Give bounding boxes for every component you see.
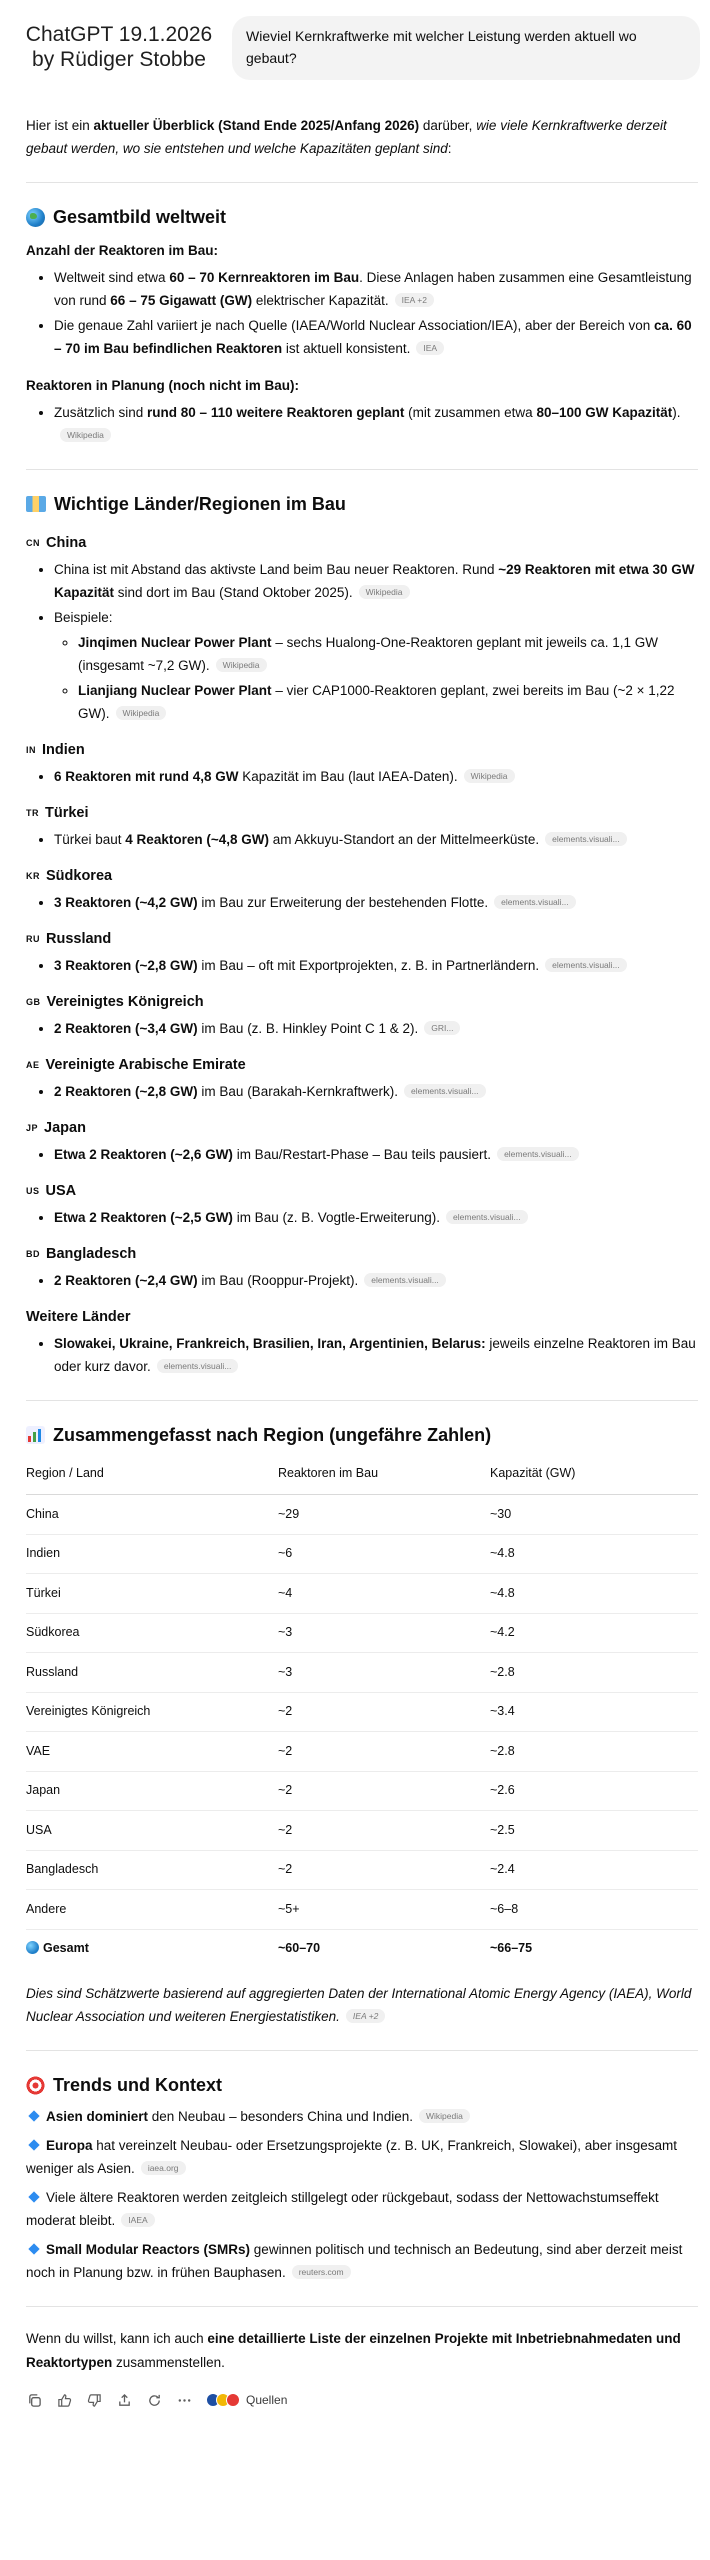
diamond-bullet-icon [28, 2243, 39, 2254]
table-cell: ~4 [278, 1574, 490, 1614]
summary-table-body [26, 1495, 698, 1930]
share-icon[interactable] [116, 2392, 132, 2408]
table-row [26, 1811, 698, 1851]
table-cell: USA [26, 1811, 278, 1851]
user-message-bubble: Wieviel Kernkraftwerke mit welcher Leistung werden aktuell wo gebaut? [232, 16, 700, 80]
table-row [26, 1495, 698, 1535]
summary-note: Dies sind Schätzwerte basierend auf aggregierten Daten der International Atomic Energy Agency (IAEA), World Nuclear Association und weiteren Energiestatistiken. IEA +2 [26, 1986, 692, 2024]
table-cell: VAE [26, 1732, 278, 1772]
table-row [26, 1850, 698, 1890]
thumbs-down-icon[interactable] [86, 2392, 102, 2408]
divider [26, 1400, 698, 1401]
table-cell: Russland [26, 1653, 278, 1693]
country-list-items [26, 1206, 698, 1229]
table-row [26, 1732, 698, 1772]
table-cell: ~2.6 [490, 1771, 698, 1811]
world-subheading-2: Reaktoren in Planung (noch nicht im Bau): [26, 378, 300, 393]
country-name: Japan [44, 1120, 86, 1136]
globe-icon [26, 208, 45, 227]
list-item: ◦ Jinqimen Nuclear Power Plant – sechs Hualong-One-Reaktoren geplant mit jeweils ca. 1,1 GW (insgesamt ~7,2 GW). Wikipedia [78, 631, 698, 677]
source-chip[interactable]: Wikipedia [359, 585, 410, 599]
country-name: China [46, 535, 87, 551]
diamond-bullet-icon [28, 2139, 39, 2150]
table-cell: ~6–8 [490, 1890, 698, 1930]
intro-paragraph [26, 114, 698, 160]
table-row [26, 1613, 698, 1653]
table-cell: Andere [26, 1890, 278, 1930]
trend-item: Europa hat vereinzelt Neubau- oder Ersetzungsprojekte (z. B. UK, Frankreich, Slowakei), aber insgesamt weniger als Asien. iaea.org [26, 2138, 678, 2176]
diamond-bullet-icon [28, 2110, 39, 2121]
table-row [26, 1653, 698, 1693]
table-total-row [26, 1929, 698, 1968]
country-name: USA [45, 1183, 77, 1199]
list-item: • 6 Reaktoren mit rund 4,8 GW Kapazität im Bau (laut IAEA-Daten). Wikipedia [54, 765, 698, 788]
table-cell: ~2 [278, 1811, 490, 1851]
source-chip[interactable]: elements.visuali... [497, 1147, 579, 1161]
regenerate-icon[interactable] [146, 2392, 162, 2408]
country-heading [26, 1180, 698, 1202]
summary-section [26, 1421, 698, 2028]
country-code: IN [26, 745, 36, 755]
column-header: Reaktoren im Bau [278, 1455, 490, 1495]
world-heading [26, 203, 698, 231]
country-heading [26, 991, 698, 1013]
countries-heading [26, 490, 698, 518]
trend-item: Viele ältere Reaktoren werden zeitgleich stillgelegt oder rückgebaut, sodass der Nettowachstumseffekt moderat bleibt. IAEA [26, 2190, 659, 2228]
table-cell: Bangladesch [26, 1850, 278, 1890]
country-list-items [26, 828, 698, 851]
table-cell: ~29 [278, 1495, 490, 1535]
table-cell: ~4.8 [490, 1534, 698, 1574]
intro-text: : [447, 141, 452, 156]
source-favicons [206, 2393, 240, 2407]
country-name: Russland [46, 931, 112, 947]
source-chip[interactable]: elements.visuali... [446, 1210, 528, 1224]
source-chip[interactable]: Wikipedia [419, 2109, 470, 2123]
list-item: • 3 Reaktoren (~2,8 GW) im Bau – oft mit Exportprojekten, z. B. in Partnerländern. elements.visuali... [54, 954, 698, 977]
column-header: Kapazität (GW) [490, 1455, 698, 1495]
list-item: • Slowakei, Ukraine, Frankreich, Brasilien, Iran, Argentinien, Belarus: jeweils einzelne Reaktoren im Bau oder kurz davor. elements.visuali... [54, 1332, 698, 1378]
source-chip[interactable]: Wikipedia [116, 706, 167, 720]
chat-header [0, 0, 710, 100]
table-cell: ~2.4 [490, 1850, 698, 1890]
table-row [26, 1771, 698, 1811]
diamond-bullet-icon [28, 2191, 39, 2202]
divider [26, 2306, 698, 2307]
trend-item: Asien dominiert den Neubau – besonders China und Indien. Wikipedia [26, 2105, 698, 2128]
brand-line-2: by Rüdiger Stobbe [32, 48, 206, 71]
country-name: Vereinigtes Königreich [46, 994, 204, 1010]
country-code: CN [26, 538, 40, 548]
message-actions [26, 2389, 698, 2411]
country-heading [26, 739, 698, 761]
table-cell: ~2 [278, 1850, 490, 1890]
country-list-items [26, 1269, 698, 1292]
sources-label: Quellen [246, 2392, 288, 2407]
country-code: RU [26, 934, 40, 944]
country-code: GB [26, 997, 41, 1007]
source-chip[interactable]: elements.visuali... [157, 1359, 239, 1373]
trend-item: Small Modular Reactors (SMRs) gewinnen politisch und technisch an Bedeutung, sind aber derzeit meist noch in Planung bzw. in frühen Bauphasen. reuters.com [26, 2242, 683, 2280]
country-code: AE [26, 1060, 40, 1070]
country-heading [26, 1243, 698, 1265]
table-cell: ~5+ [278, 1890, 490, 1930]
source-chip[interactable]: IAEA [121, 2213, 154, 2227]
other-countries-heading: Weitere Länder [26, 1309, 131, 1325]
source-chip[interactable]: IEA [416, 341, 444, 355]
table-cell: ~66–75 [490, 1941, 533, 1956]
brand-line-1: ChatGPT 19.1.2026 [25, 23, 213, 46]
target-icon [26, 2076, 45, 2095]
intro-text: Hier ist ein [26, 118, 94, 133]
list-item: • 2 Reaktoren (~2,4 GW) im Bau (Rooppur-Projekt). elements.visuali... [54, 1269, 698, 1292]
source-chip[interactable]: elements.visuali... [364, 1273, 446, 1287]
intro-bold: aktueller Überblick (Stand Ende 2025/Anfang 2026) [93, 118, 420, 133]
country-name: Vereinigte Arabische Emirate [45, 1057, 246, 1073]
country-heading [26, 928, 698, 950]
list-item: • China ist mit Abstand das aktivste Land beim Bau neuer Reaktoren. Rund ~29 Reaktoren mit etwa 30 GW Kapazität sind dort im Bau (Stand Oktober 2025). Wikipedia [54, 558, 698, 604]
country-name: Südkorea [46, 868, 113, 884]
table-cell: ~4.2 [490, 1613, 698, 1653]
country-code: TR [26, 808, 39, 818]
list-item: • Weltweit sind etwa 60 – 70 Kernreaktoren im Bau. Diese Anlagen haben zusammen eine Gesamtleistung von rund 66 – 75 Gigawatt (GW) elektrischer Kapazität. IEA +2 [54, 266, 698, 312]
assistant-answer [26, 108, 698, 2411]
world-subheading-1: Anzahl der Reaktoren im Bau: [26, 243, 219, 258]
country-name: Indien [42, 742, 85, 758]
copy-icon[interactable] [26, 2392, 42, 2408]
table-cell: ~4.8 [490, 1574, 698, 1614]
country-name: Bangladesch [46, 1246, 137, 1262]
country-list-items [26, 1080, 698, 1103]
country-code: BD [26, 1249, 40, 1259]
table-row [26, 1534, 698, 1574]
country-heading [26, 532, 698, 554]
list-item: • Etwa 2 Reaktoren (~2,6 GW) im Bau/Restart-Phase – Bau teils pausiert. elements.visuali... [54, 1143, 698, 1166]
table-cell: Südkorea [26, 1613, 278, 1653]
list-item: • Beispiele: ◦ Jinqimen Nuclear Power Plant – sechs Hualong-One-Reaktoren geplant mit jeweils ca. 1,1 GW (insgesamt ~7,2 GW). Wikipedia ◦ Lianjiang Nuclear Power Plant – vier CAP1000-Reaktoren geplant, zwei bereits im Bau (~2 × 1,22 GW). Wikipedia [54, 606, 698, 725]
table-cell: China [26, 1495, 278, 1535]
table-cell: ~2.8 [490, 1732, 698, 1772]
source-chip[interactable]: elements.visuali... [545, 958, 627, 972]
table-cell: Gesamt [26, 1929, 278, 1968]
other-countries-list [26, 1332, 698, 1378]
source-chip[interactable]: Wikipedia [464, 769, 515, 783]
table-row [26, 1692, 698, 1732]
countries-section [26, 490, 698, 1378]
list-item: • Zusätzlich sind rund 80 – 110 weitere Reaktoren geplant (mit zusammen etwa 80–100 GW Kapazität).Wikipedia [54, 401, 698, 447]
source-chip[interactable]: Wikipedia [216, 658, 267, 672]
country-list-items [26, 1143, 698, 1166]
world-section [26, 203, 698, 447]
table-cell: ~3 [278, 1653, 490, 1693]
trends-heading [26, 2071, 698, 2099]
country-heading [26, 865, 698, 887]
summary-table [26, 1455, 698, 1968]
source-chip[interactable]: Wikipedia [60, 428, 111, 442]
table-cell: ~60–70 [278, 1941, 321, 1956]
table-cell: Vereinigtes Königreich [26, 1692, 278, 1732]
table-row [26, 1890, 698, 1930]
trends-heading-text: Trends und Kontext [53, 2075, 223, 2095]
table-cell: Indien [26, 1534, 278, 1574]
table-cell: ~2 [278, 1771, 490, 1811]
source-chip[interactable]: IEA +2 [346, 2009, 385, 2023]
list-item: • Türkei baut 4 Reaktoren (~4,8 GW) am Akkuyu-Standort an der Mittelmeerküste. elements.visuali... [54, 828, 698, 851]
list-item: ◦ Lianjiang Nuclear Power Plant – vier CAP1000-Reaktoren geplant, zwei bereits im Bau (~2 × 1,22 GW). Wikipedia [78, 679, 698, 725]
trends-list [26, 2105, 698, 2284]
country-code: KR [26, 871, 40, 881]
divider [26, 2050, 698, 2051]
divider [26, 182, 698, 183]
table-row [26, 1574, 698, 1614]
table-cell: Türkei [26, 1574, 278, 1614]
list-item: • 2 Reaktoren (~3,4 GW) im Bau (z. B. Hinkley Point C 1 & 2). GRI... [54, 1017, 698, 1040]
world-list-1 [26, 266, 698, 360]
table-cell: ~30 [490, 1495, 698, 1535]
country-heading [26, 1117, 698, 1139]
intro-text: darüber, [419, 118, 477, 133]
china-list [26, 558, 698, 725]
country-code: US [26, 1186, 40, 1196]
country-heading [26, 802, 698, 824]
table-cell: ~2.5 [490, 1811, 698, 1851]
more-options-icon[interactable] [176, 2392, 192, 2408]
table-cell: ~2.8 [490, 1653, 698, 1693]
table-cell: ~2 [278, 1692, 490, 1732]
table-cell: ~3.4 [490, 1692, 698, 1732]
summary-heading-text: Zusammengefasst nach Region (ungefähre Zahlen) [53, 1425, 492, 1445]
thumbs-up-icon[interactable] [56, 2392, 72, 2408]
source-chip[interactable]: reuters.com [292, 2265, 351, 2279]
divider [26, 469, 698, 470]
summary-heading [26, 1421, 698, 1449]
country-list-items [26, 765, 698, 788]
source-chip[interactable]: IEA +2 [395, 293, 434, 307]
list-item: • Die genaue Zahl variiert je nach Quelle (IAEA/World Nuclear Association/IEA), aber der Bereich von ca. 60 – 70 im Bau befindlichen Reaktoren ist aktuell konsistent. IEA [54, 314, 698, 360]
source-chip[interactable]: GRI... [424, 1021, 460, 1035]
table-cell: ~6 [278, 1534, 490, 1574]
bar-chart-icon [26, 1426, 45, 1444]
intro-italic: wie viele Kernkraftwerke derzeit gebaut werden, wo sie entstehen und welche Kapazitäten geplant sind [26, 118, 667, 156]
column-header: Region / Land [26, 1455, 278, 1495]
table-cell: ~2 [278, 1732, 490, 1772]
table-header-row [26, 1455, 698, 1495]
table-cell: Japan [26, 1771, 278, 1811]
china-examples-list [54, 631, 698, 725]
country-heading [26, 1054, 698, 1076]
sources-button[interactable] [206, 2389, 287, 2412]
countries-heading-text: Wichtige Länder/Regionen im Bau [54, 494, 346, 514]
country-name: Türkei [45, 805, 89, 821]
list-item: • Etwa 2 Reaktoren (~2,5 GW) im Bau (z. B. Vogtle-Erweiterung). elements.visuali... [54, 1206, 698, 1229]
list-item: • 3 Reaktoren (~4,2 GW) im Bau zur Erweiterung der bestehenden Flotte. elements.visuali... [54, 891, 698, 914]
source-chip[interactable]: elements.visuali... [494, 895, 576, 909]
world-map-icon [26, 496, 46, 512]
country-list-items [26, 1017, 698, 1040]
world-list-2 [26, 401, 698, 447]
source-chip[interactable]: elements.visuali... [545, 832, 627, 846]
country-code: JP [26, 1123, 39, 1133]
country-list-items [26, 891, 698, 914]
globe-icon [26, 1941, 39, 1954]
source-chip[interactable]: iaea.org [141, 2161, 186, 2175]
trends-section [26, 2071, 698, 2284]
closing-paragraph: Wenn du willst, kann ich auch eine detaillierte Liste der einzelnen Projekte mit Inbetriebnahmedaten und Reaktortypen zusammenstellen. [26, 2331, 681, 2370]
list-item: • 2 Reaktoren (~2,8 GW) im Bau (Barakah-Kernkraftwerk). elements.visuali... [54, 1080, 698, 1103]
country-list-items [26, 954, 698, 977]
world-heading-text: Gesamtbild weltweit [53, 207, 227, 227]
brand-title [24, 22, 214, 72]
country-list [26, 739, 698, 1292]
table-cell: ~3 [278, 1613, 490, 1653]
source-chip[interactable]: elements.visuali... [404, 1084, 486, 1098]
